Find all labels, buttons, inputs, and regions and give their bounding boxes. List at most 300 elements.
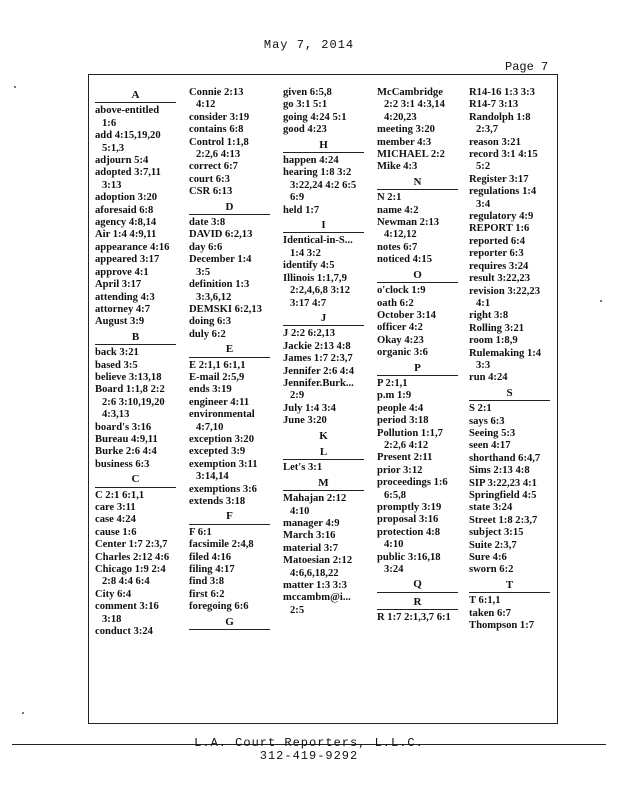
index-entry-line: filed 4:16 [189, 551, 232, 563]
index-entry [95, 292, 184, 304]
index-entry-line: SIP 3:22,23 4:1 [469, 477, 537, 489]
index-entry [189, 496, 278, 508]
index-entry-line: attorney 4:7 [95, 303, 151, 315]
index-entry [377, 612, 466, 624]
index-entry-line: promptly 3:19 [377, 502, 442, 513]
index-entry [189, 539, 278, 551]
index-entry-line: 3:17 4:7 [290, 297, 327, 309]
index-entry-line: Center 1:7 2:3,7 [95, 539, 168, 551]
index-entry-line: Newman 2:13 [377, 217, 440, 229]
index-entry [377, 310, 466, 322]
index-entry-line: 2:3,7 [476, 124, 499, 136]
index-entry [377, 149, 466, 161]
index-entry-line: MICHAEL 2:2 [377, 149, 445, 161]
index-entry-line: REPORT 1:6 [469, 223, 530, 235]
index-entry [469, 440, 558, 452]
index-entry [95, 434, 184, 446]
index-entry [469, 223, 558, 235]
index-entry-line: room 1:8,9 [469, 335, 518, 347]
index-entry-line: reported 6:4 [469, 235, 525, 247]
index-entry [189, 316, 278, 328]
index-entry-line: reporter 6:3 [469, 248, 524, 260]
index-entry-line: Rolling 3:21 [469, 322, 525, 334]
index-entry [469, 564, 558, 576]
index-column-4 [377, 87, 466, 625]
index-entry [377, 205, 466, 217]
index-entry-line: contains 6:8 [189, 124, 244, 136]
index-entry [377, 527, 466, 552]
index-entry [469, 515, 558, 527]
index-entry-line: taken 6:7 [469, 607, 512, 619]
index-entry-line: C 2:1 6:1,1 [95, 489, 145, 501]
index-entry [283, 112, 372, 124]
index-entry-line: date 3:8 [189, 217, 226, 229]
index-entry-line: officer 4:2 [377, 322, 423, 334]
index-entry [469, 490, 558, 502]
index-entry-line: attending 4:3 [95, 291, 155, 303]
index-entry-line: consider 3:19 [189, 111, 250, 123]
index-entry-line: going 4:24 5:1 [283, 111, 347, 123]
index-entry-line: foregoing 6:6 [189, 601, 249, 613]
index-entry [283, 493, 372, 518]
index-entry [95, 539, 184, 551]
section-letter: Q [377, 577, 458, 592]
index-entry [469, 540, 558, 552]
index-entry [95, 217, 184, 229]
index-entry [377, 298, 466, 310]
index-entry-line: Illinois 1:1,7,9 [283, 272, 347, 284]
index-entry [283, 592, 372, 617]
index-entry [95, 279, 184, 291]
index-entry [283, 235, 372, 260]
index-entry [469, 87, 558, 99]
index-entry-line: DEMSKI 6:2,13 [189, 303, 262, 315]
index-entry-line: happen 4:24 [283, 155, 339, 167]
index-entry-line: shorthand 6:4,7 [469, 452, 541, 464]
index-entry-line: p.m 1:9 [377, 390, 412, 402]
index-entry [95, 527, 184, 539]
index-entry-line: excepted 3:9 [189, 446, 246, 458]
index-entry [189, 446, 278, 458]
index-entry-line: Suite 2:3,7 [469, 539, 517, 551]
index-entry-line: good 4:23 [283, 124, 327, 136]
index-entry-line: Board 1:1,8 2:2 [95, 384, 165, 396]
index-entry-line: E-mail 2:5,9 [189, 371, 245, 383]
index-entry [189, 124, 278, 136]
index-entry [469, 310, 558, 322]
index-entry-line: first 6:2 [189, 588, 225, 600]
section-letter: R [377, 595, 458, 610]
index-entry-line: Control 1:1,8 [189, 136, 249, 148]
index-entry [189, 601, 278, 613]
index-entry [377, 192, 466, 204]
index-entry [469, 236, 558, 248]
index-entry [95, 242, 184, 254]
section-letter: C [95, 472, 176, 487]
index-entry [189, 397, 278, 409]
index-entry-line: prior 3:12 [377, 464, 423, 476]
index-entry-line: 2:8 4:4 6:4 [102, 576, 150, 588]
section-letter: K [319, 429, 328, 442]
index-entry-line: extends 3:18 [189, 496, 246, 507]
index-entry [469, 211, 558, 223]
index-entry [189, 137, 278, 162]
index-entry-line: F 6:1 [189, 526, 212, 538]
index-entry [283, 353, 372, 365]
index-entry [189, 112, 278, 124]
index-entry [469, 465, 558, 477]
index-entry-line: Air 1:4 4:9,11 [95, 229, 157, 241]
index-entry [283, 341, 372, 353]
index-entry [95, 155, 184, 167]
index-entry [377, 378, 466, 390]
index-entry-line: August 3:9 [95, 316, 145, 328]
index-entry [377, 254, 466, 266]
index-entry [469, 620, 558, 632]
index-entry [469, 186, 558, 211]
index-entry-line: Present 2:11 [377, 452, 433, 464]
index-entry [95, 552, 184, 564]
index-entry-line: comment 3:16 [95, 601, 159, 613]
index-entry [377, 477, 466, 502]
index-entry-line: proceedings 1:6 [377, 477, 448, 489]
section-letter: F [189, 509, 270, 524]
index-entry-line: 1:6 [102, 117, 117, 129]
index-entry-line: correct 6:7 [189, 161, 238, 173]
index-entry [95, 316, 184, 328]
index-entry-line: exemption 3:11 [189, 458, 258, 470]
index-entry-line: run 4:24 [469, 372, 508, 384]
index-column-5 [469, 87, 558, 632]
index-entry-line: N 2:1 [377, 192, 402, 204]
index-entry-line: E 2:1,1 6:1,1 [189, 359, 246, 371]
index-entry-line: 3:3 [476, 359, 491, 371]
index-entry-line: court 6:3 [189, 173, 230, 185]
index-entry [189, 254, 278, 279]
index-entry-line: notes 6:7 [377, 241, 418, 253]
index-entry [189, 161, 278, 173]
index-entry-line: facsimile 2:4,8 [189, 539, 254, 551]
index-entry [469, 552, 558, 564]
index-entry-line: Let's 3:1 [283, 462, 323, 474]
index-entry [469, 502, 558, 514]
index-entry [283, 366, 372, 378]
index-entry-line: believe 3:13,18 [95, 371, 162, 383]
index-column-3 [283, 87, 372, 617]
index-entry [189, 329, 278, 341]
index-entry-line: J 2:2 6:2,13 [283, 328, 336, 340]
index-entry-line: day 6:6 [189, 241, 223, 253]
index-entry-line: adjourn 5:4 [95, 155, 149, 167]
index-entry-line: Sims 2:13 4:8 [469, 465, 530, 477]
index-entry [189, 459, 278, 484]
index-entry-line: regulatory 4:9 [469, 211, 534, 223]
index-entry [95, 446, 184, 458]
index-entry-line: Jennifer.Burk... [283, 377, 354, 389]
section-letter: I [283, 218, 364, 233]
index-entry-line: April 3:17 [95, 279, 142, 291]
index-entry [377, 428, 466, 453]
index-entry-line: 2:9 [290, 390, 305, 402]
index-entry [283, 403, 372, 415]
index-entry [189, 304, 278, 316]
index-entry-line: subject 3:15 [469, 527, 524, 539]
index-entry-line: matter 1:3 3:3 [283, 580, 347, 592]
index-entry-line: result 3:22,23 [469, 273, 531, 285]
index-entry [377, 514, 466, 526]
section-letter: G [189, 615, 270, 630]
index-entry-line: cause 1:6 [95, 526, 137, 538]
index-entry-line: James 1:7 2:3,7 [283, 353, 353, 365]
index-entry [283, 518, 372, 530]
index-entry [469, 99, 558, 111]
index-entry [469, 348, 558, 373]
index-entry [377, 242, 466, 254]
index-entry-line: people 4:4 [377, 402, 424, 414]
index-entry-line: Chicago 1:9 2:4 [95, 564, 166, 576]
index-entry [189, 576, 278, 588]
scan-speck [14, 86, 16, 88]
index-entry-line: McCambridge [377, 87, 443, 98]
index-entry [189, 186, 278, 198]
index-entry-line: 2:2,6 4:13 [196, 149, 241, 161]
section-letter: A [95, 88, 176, 103]
index-entry-line: regulations 1:4 [469, 186, 537, 198]
index-column-2 [189, 87, 278, 632]
index-entry-line: 2:2,4,6,8 3:12 [290, 285, 351, 297]
index-entry-line: right 3:8 [469, 310, 509, 322]
index-entry-line: 6:5,8 [384, 489, 407, 501]
index-entry [95, 384, 184, 421]
index-entry [283, 580, 372, 592]
index-entry [469, 248, 558, 260]
index-entry-line: adopted 3:7,11 [95, 167, 161, 179]
index-entry [189, 360, 278, 372]
index-entry-line: Mahajan 2:12 [283, 493, 347, 505]
index-entry-line: 3:14,14 [196, 471, 229, 483]
section-letter: J [283, 311, 364, 326]
index-entry [377, 390, 466, 402]
index-entry-line: October 3:14 [377, 309, 436, 321]
index-entry [95, 422, 184, 434]
index-entry-line: 4:10 [290, 505, 310, 517]
index-entry-line: exemptions 3:6 [189, 483, 257, 495]
index-entry-line: Okay 4:23 [377, 334, 424, 346]
scan-speck [22, 712, 24, 714]
index-entry [95, 626, 184, 638]
index-entry-line: 4:7,10 [196, 421, 224, 433]
index-entry [189, 372, 278, 384]
index-entry-line: 4:3,13 [102, 409, 130, 421]
index-entry-line: go 3:1 5:1 [283, 99, 328, 111]
index-entry [377, 87, 466, 124]
index-entry-line: definition 1:3 [189, 279, 250, 291]
index-entry-line: oath 6:2 [377, 297, 414, 309]
index-entry-line: find 3:8 [189, 576, 225, 588]
index-entry [95, 192, 184, 204]
index-entry-line: ends 3:19 [189, 384, 232, 396]
index-entry [469, 453, 558, 465]
index-entry [469, 323, 558, 335]
footer-company: L.A. Court Reporters, L.L.C. [194, 736, 424, 750]
index-entry [469, 335, 558, 347]
index-entry-line: mccambm@i... [283, 592, 351, 604]
index-entry-line: above-entitled [95, 105, 160, 117]
index-entry-line: o'clock 1:9 [377, 285, 426, 297]
index-entry [469, 372, 558, 384]
index-entry [469, 416, 558, 428]
index-entry-line: R14-16 1:3 3:3 [469, 87, 535, 98]
index-entry-line: 2:2 3:1 4:3,14 [384, 99, 445, 111]
section-letter: O [377, 268, 458, 283]
index-entry-line: 5:2 [476, 161, 491, 173]
index-entry-line: material 3:7 [283, 542, 339, 554]
index-entry-line: 2:2,6 4:12 [384, 439, 429, 451]
section-letter: S [469, 386, 550, 401]
index-entry-line: 6:9 [290, 192, 305, 204]
index-entry-line: manager 4:9 [283, 518, 340, 529]
index-entry-line: S 2:1 [469, 403, 492, 415]
index-entry [377, 415, 466, 427]
index-entry-line: Pollution 1:1,7 [377, 427, 443, 439]
index-entry [469, 608, 558, 620]
index-entry-line: T 6:1,1 [469, 595, 501, 607]
index-entry-line: 3:24 [384, 564, 404, 576]
index-entry-line: Jennifer 2:6 4:4 [283, 365, 355, 377]
index-entry-line: meeting 3:20 [377, 124, 435, 136]
index-entry [469, 286, 558, 311]
index-entry-line: Connie 2:13 [189, 87, 244, 98]
index-entry-line: 4:20,23 [384, 111, 417, 123]
index-entry-line: 2:6 3:10,19,20 [102, 396, 165, 408]
index-entry-line: based 3:5 [95, 359, 138, 371]
index-entry-line: Identical-in-S... [283, 235, 353, 247]
index-entry-line: Jackie 2:13 4:8 [283, 340, 351, 352]
index-entry [95, 229, 184, 241]
section-letter: D [189, 200, 270, 215]
index-entry [283, 124, 372, 136]
index-entry-line: duly 6:2 [189, 328, 226, 340]
index-entry-line: organic 3:6 [377, 347, 428, 359]
index-entry-line: CSR 6:13 [189, 186, 233, 198]
index-entry [469, 595, 558, 607]
index-entry-line: board's 3:16 [95, 421, 152, 433]
index-entry-line: Street 1:8 2:3,7 [469, 514, 538, 526]
index-entry [95, 267, 184, 279]
index-entry [95, 205, 184, 217]
index-entry [95, 372, 184, 384]
index-entry-line: 3:22,24 4:2 6:5 [290, 179, 357, 191]
section-letter: T [469, 578, 550, 593]
index-entry-line: June 3:20 [283, 415, 327, 427]
index-entry [377, 347, 466, 359]
index-entry-line: sworn 6:2 [469, 564, 514, 576]
index-entry [283, 543, 372, 555]
index-entry [377, 552, 466, 577]
index-entry-line: engineer 4:11 [189, 396, 250, 408]
index-entry-line: appearance 4:16 [95, 241, 170, 253]
index-entry [377, 285, 466, 297]
index-entry [95, 589, 184, 601]
index-entry-line: R 1:7 2:1,3,7 6:1 [377, 612, 451, 624]
index-entry [469, 527, 558, 539]
index-entry [189, 434, 278, 446]
index-entry [95, 347, 184, 359]
index-entry [469, 174, 558, 186]
index-entry [189, 564, 278, 576]
index-entry-line: approve 4:1 [95, 266, 149, 278]
index-entry-line: member 4:3 [377, 136, 432, 148]
index-entry-line: aforesaid 6:8 [95, 204, 154, 216]
index-entry-line: 3:4 [476, 198, 491, 210]
index-entry-line: protection 4:8 [377, 526, 441, 538]
index-entry-line: environmental [189, 409, 255, 421]
index-entry [377, 137, 466, 149]
index-entry-line: doing 6:3 [189, 316, 232, 328]
index-entry-line: hearing 1:8 3:2 [283, 167, 352, 179]
index-entry [95, 130, 184, 155]
index-entry [283, 415, 372, 427]
index-entry [95, 360, 184, 372]
index-entry [189, 279, 278, 304]
index-entry-line: Springfield 4:5 [469, 490, 537, 501]
index-entry-line: 3:13 [102, 179, 122, 191]
index-entry [95, 105, 184, 130]
index-entry-line: Rulemaking 1:4 [469, 347, 542, 359]
index-entry [469, 261, 558, 273]
index-entry-line: reason 3:21 [469, 136, 521, 148]
index-entry [283, 530, 372, 542]
index-entry-line: Charles 2:12 4:6 [95, 551, 170, 563]
index-entry-line: requires 3:24 [469, 260, 529, 272]
section-letter: L [283, 445, 364, 460]
index-entry-line: noticed 4:15 [377, 254, 433, 266]
index-entry [189, 229, 278, 241]
index-entry-line: Seeing 5:3 [469, 427, 516, 439]
index-entry [469, 403, 558, 415]
index-entry [189, 552, 278, 564]
section-letter: P [377, 361, 458, 376]
index-entry [95, 490, 184, 502]
index-entry [283, 555, 372, 580]
index-entry [283, 328, 372, 340]
index-entry [469, 478, 558, 490]
index-entry-line: add 4:15,19,20 [95, 130, 161, 142]
index-entry-line: seen 4:17 [469, 440, 511, 452]
index-entry-line: held 1:7 [283, 204, 320, 216]
index-entry-line: proposal 3:16 [377, 514, 439, 526]
index-entry [189, 174, 278, 186]
index-entry [189, 409, 278, 434]
index-entry [377, 452, 466, 464]
index-entry [189, 217, 278, 229]
index-entry [377, 322, 466, 334]
index-entry-line: revision 3:22,23 [469, 285, 541, 297]
index-entry-line: DAVID 6:2,13 [189, 229, 253, 241]
index-entry-line: adoption 3:20 [95, 192, 158, 204]
index-entry [469, 149, 558, 174]
index-entry [283, 155, 372, 167]
index-entry [189, 242, 278, 254]
index-column-1 [95, 87, 184, 638]
index-entry [95, 167, 184, 192]
index-entry-line: Mike 4:3 [377, 161, 418, 173]
index-entry-line: 4:10 [384, 539, 404, 551]
index-entry-line: 4:12,12 [384, 229, 417, 241]
section-letter: H [283, 138, 364, 153]
section-letter: B [95, 330, 176, 345]
index-entry [95, 502, 184, 514]
